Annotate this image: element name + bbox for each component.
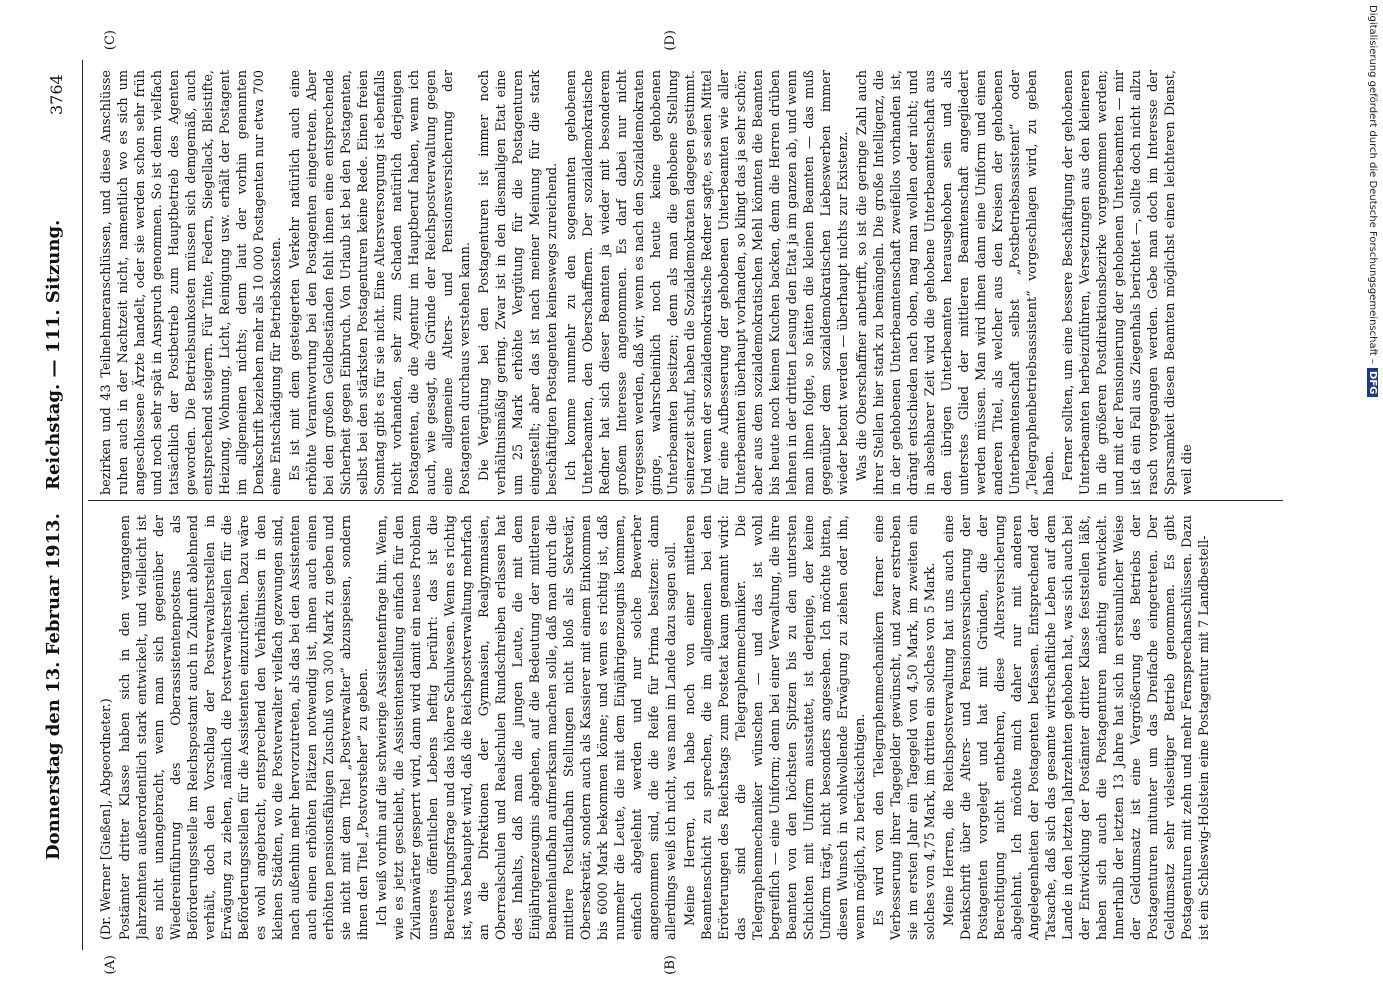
margin-letter-c: (C)	[103, 30, 118, 51]
page-header	[43, 60, 73, 950]
credit-text: Digitalisierung gefördert durch die Deutsche Forschungsgemeinschaft –	[1367, 5, 1378, 365]
header-rule	[82, 60, 83, 950]
header-date: Donnerstag den 13. Februar 1913.	[43, 513, 64, 860]
paragraph: Es ist mit dem gesteigerten Verkehr natürlich auch eine erhöhte Verantwortung bei den Postagenten eingetreten. Aber bei den großen Geldbeständen fehlt ihnen eine entsprechende Sicherheit gegen Einbruch. Von Urlaub ist bei den Postagenten, selbst bei den stärksten Postagenturen keine Rede. Einen freien Sonntag gibt es für sie nicht. Eine Altersversorgung ist ebenfalls nicht vorhanden, sehr zum Schaden natürlich derjenigen Postagenten, die die Agentur im Hauptberuf haben, wenn ich auch, wie gesagt, die Gründe der Reichspostverwaltung gegen eine allgemeine Alters- und Pensionsversicherung der Postagenten durchaus verstehen kann.	[288, 70, 473, 495]
speaker-line: (Dr. Werner [Gießen], Abgeordneter.)	[99, 698, 114, 940]
header-title: Reichstag. — 111. Sitzung.	[43, 219, 64, 490]
paragraph: Es wird von den Telegraphenmechanikern ferner eine Verbesserung ihrer Tagegelder gewünscht, und zwar erstreben sie im ersten Jahr ein Tagegeld von 4,50 Mark, im zweiten ein solches von 4,75 Mark, im dritten ein solches von 5 Mark.	[872, 515, 938, 940]
text-column-right	[98, 70, 1283, 495]
paragraph: Ich komme nunmehr zu den sogenannten gehobenen Unterbeamten, den Oberschaffnern. Der sozialdemokratische Redner hat sich dieser Beamten ja wieder mit besonderem großem Interesse angenommen. Es darf dabei nur nicht vergessen werden, daß wir, wenn es nach den Sozialdemokraten ginge, wahrscheinlich noch heute keine gehobenen Unterbeamten besitzen; denn als man die gehobene Stellung seinerzeit schuf, haben die Sozialdemokraten dagegen gestimmt. Und wenn der sozialdemokratische Redner sagte, es seien Mittel für eine Aufbesserung der gehobenen Unterbeamten wie aller Unterbeamten überhaupt vorhanden, so klingt das ja sehr schön; aber aus dem sozialdemokratischen Mehl könnten die Beamten bis heute noch keinen Kuchen backen, denn die Herren drüben lehnen in der dritten Lesung den Etat ja im ganzen ab, und wenn man ihnen folgte, so hätten die kleinen Beamten — das muß gegenüber dem sozialdemokratischen Liebeswerben immer wieder betont werden — überhaupt nichts zur Existenz.	[564, 70, 851, 495]
paragraph: Meine Herren, ich habe noch von einer mittleren Beamtenschicht zu sprechen, die im allgemeinen bei den Erörterungen des Reichstags zum Postetat kaum genannt wird: das sind die Telegraphenmechaniker. Die Telegraphenmechaniker wünschen — und das ist wohl begreiflich — eine Uniform; denn bei einer Verwaltung, die ihre Beamten von den höchsten Spitzen bis zu den untersten Schichten mit Uniform ausstattet, ist derjenige, der keine Uniform trägt, nicht besonders angesehen. Ich möchte bitten, diesen Wunsch in wohlwollende Erwägung zu ziehen oder ihn, wenn möglich, zu berücksichtigen.	[683, 515, 868, 940]
dfg-logo: DFG	[1367, 368, 1378, 397]
paragraph: Die Vergütung bei den Postagenturen ist immer noch verhältnismäßig gering. Zwar ist in den diesmaligen Etat eine um 25 Mark erhöhte Vergütung für die Postagenturen eingestellt; aber das ist nach meiner Meinung für die stark beschäftigten Postagenten keineswegs zureichend.	[477, 70, 560, 495]
text-column-left	[98, 515, 1283, 940]
paragraph: Ich weiß vorhin auf die schwierige Assistentenfrage hin. Wenn, wie es jetzt geschieht, die Assistentenstellung einfach für den Zivilanwärter gesperrt wird, dann wird damit ein neues Problem unseres öffentlichen Lebens heftig berührt: das ist die Berechtigungsfrage und das höhere Schulwesen. Wenn es richtig ist, was behauptet wird, daß die Reichspostverwaltung mehrfach an die Direktionen der Gymnasien, Realgymnasien, Oberrealschulen und Realschulen Rundschreiben erlassen hat des Inhalts, daß man die jungen Leute, die mit dem Einjährigenzeugnis abgehen, auf die Bedeutung der mittleren Beamtenlaufbahn aufmerksam machen solle, daß man durch die mittlere Postlaufbahn Stellungen nicht bloß als Sekretär, Obersekretär, sondern auch als Kassierer mit einem Einkommen bis 6000 Mark bekommen könne; und wenn es richtig ist, daß nunmehr die Leute, die mit dem Einjährigenzeugnis kommen, einfach abgelehnt werden und nur solche Bewerber angenommen sind, die die Reife für Prima besitzen: dann allerdings weiß ich nicht, was man im Lande dazu sagen soll.	[375, 515, 679, 940]
paragraph: Postämter dritter Klasse haben sich in den vergangenen Jahrzehnten außerordentlich stark entwickelt, und vielleicht ist es nicht unangebracht, wenn man sich gegenüber der Wiedereinführung des Oberassistentenpostens als Beförderungsstelle im Reichspostamt auch in Zukunft ablehnend verhält, doch den Vorschlag der Postverwalterstellen in Erwägung zu ziehen, nämlich die Postverwalterstellen für die Beförderungsstellen für die Assistenten einzurichten. Dazu wäre es wohl angebracht, entsprechend den Verhältnissen in den kleinen Städten, wo die Postverwalter vielfach gezwungen sind, nach außenhin mehr hervorzutreten, als das bei den Assistenten auch einen erhöhten Plätzen notwendig ist, ihnen auch einen erhöhten pensionsfähigen Zuschuß von 300 Mark zu geben und sie nicht mit dem Titel „Postverwalter“ abzuspeisen, sondern ihnen den Titel „Postvorsteher“ zu geben.	[118, 515, 371, 940]
margin-letter-b: (B)	[663, 955, 678, 975]
paragraph: Meine Herren, die Reichspostverwaltung hat uns auch eine Denkschrift über die Alters- und Pensionsversicherung der Postagenten vorgelegt und hat mit Gründen, die der Berechtigung nicht entbehren, diese Altersversicherung abgelehnt. Ich möchte mich daher nur mit anderen Angelegenheiten der Postagenten befassen. Entsprechend der Tatsache, daß sich das gesamte wirtschaftliche Leben auf dem Lande in den letzten Jahrzehnten gehoben hat, was sich auch bei der Entwicklung der Postämter dritter Klasse feststellen läßt, haben sich auch die Postagenturen mächtig entwickelt. Innerhalb der letzten 13 Jahre hat sich in erstaunlicher Weise der Geldumsatz ist eine Vergrößerung des Betriebs der Postagenturen mitunter um das Dreifache eingetreten. Der Geldumsatz sehr vielseitiger Betrieb genommen. Es gibt Postagenturen mit zehn und mehr Fernsprechanschlüssen. Dazu ist ein Schleswig-Holstein eine Postagentur mit 7 Landbestell-	[942, 515, 1212, 940]
page-number: 3764	[47, 74, 66, 115]
margin-letter-a: (A)	[103, 955, 118, 975]
paragraph: Was die Oberschaffner anbetrifft, so ist die geringe Zahl auch ihrer Stellen hier stark zu bemängeln. Die große Intelligenz, die in der gehobenen Unterbeamtenschaft zweifellos vorhanden ist, drängt entschieden nach oben, mag man wollen oder nicht; und in absehbarer Zeit wird die gehobene Unterbeamtenschaft aus den übrigen Unterbeamten herausgehoben sein und als unterstes Glied der mittleren Beamtenschaft angegliedert werden müssen. Man wird ihnen dann eine Uniform und einen anderen Titel, als welcher aus den Kreisen der gehobenen Unterbeamtenschaft selbst „Postbetriebsassistent“ oder „Telegraphenbetriebsassistent“ vorgeschlagen wird, zu geben haben.	[855, 70, 1057, 495]
paragraph: bezirken und 43 Teilnehmeranschlüssen, und diese Anschlüsse ruhen auch in der Nachtzeit nicht, namentlich wo es sich um angeschlossene Ärzte handelt, oder sie werden schon sehr früh und noch sehr spät in Anspruch genommen. So ist denn vielfach tatsächlich der Postbetrieb zum Hauptbetrieb des Agenten geworden. Die Betriebsunkosten müssen sich demgemäß, auch entsprechend steigern. Für Tinte, Federn, Siegellack, Bleistifte, Heizung, Wohnung, Licht, Reinigung usw. erhält der Postagent im allgemeinen nichts; denn laut der vorhin genannten Denkschrift beziehen mehr als 10 000 Postagenten nur etwa 700 eine Entschädigung für Betriebskosten.	[99, 70, 284, 495]
paragraph: Ferner sollten, um eine bessere Beschäftigung der gehobenen Unterbeamten herbeizuführen, Versetzungen aus den kleineren in die größeren Postdirektionsbezirke vorgenommen werden; und mit der Pensionierung der gehobenen Unterbeamten — mir ist da ein Fall aus Ziegenhals berichtet —, sollte doch nicht allzu rasch vorgegangen werden. Gebe man doch im Interesse der Sparsamkeit diesen Beamten möglichst einen leichteren Dienst, weil die	[1061, 70, 1195, 495]
margin-letter-d: (D)	[663, 30, 678, 51]
column-divider	[88, 500, 1283, 501]
